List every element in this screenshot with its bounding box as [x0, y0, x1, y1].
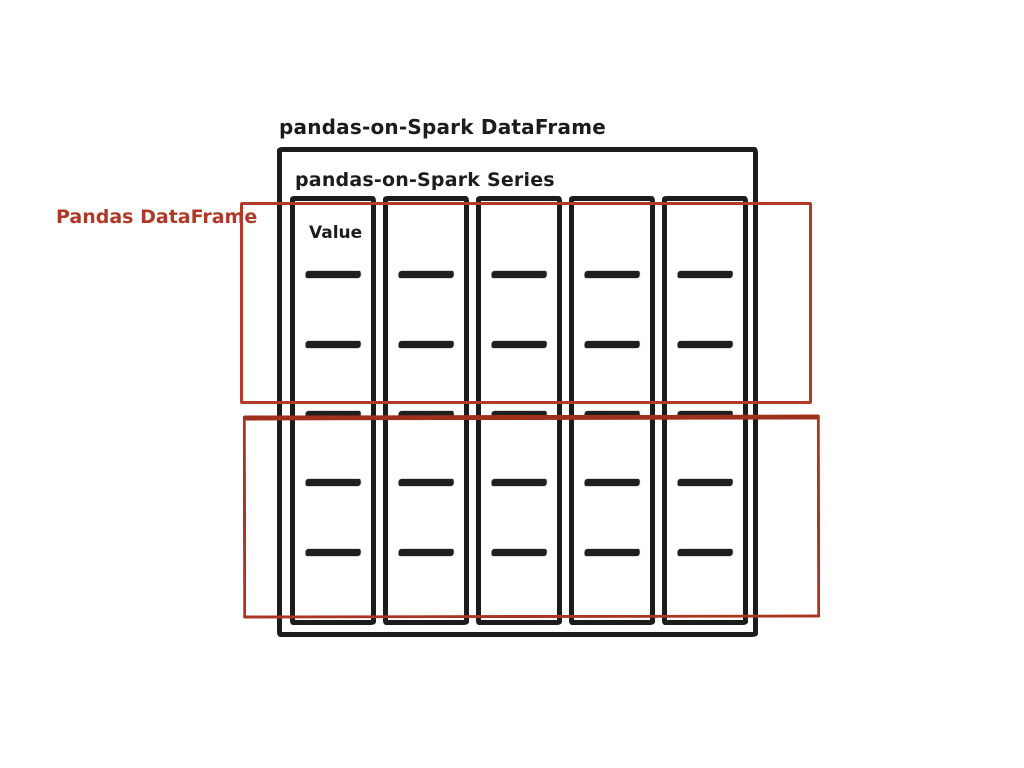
row-mark — [306, 411, 361, 418]
series-column-4 — [569, 196, 655, 625]
row-mark — [585, 341, 640, 348]
row-mark — [492, 479, 547, 486]
row-mark — [678, 411, 733, 418]
row-mark — [585, 411, 640, 418]
row-mark — [306, 271, 361, 278]
value-column-header: Value — [309, 223, 363, 243]
row-mark — [306, 549, 361, 556]
row-mark — [585, 549, 640, 556]
row-mark — [678, 479, 733, 486]
row-mark — [678, 271, 733, 278]
row-mark — [678, 341, 733, 348]
row-mark — [399, 479, 454, 486]
pandas-on-spark-dataframe-title: pandas-on-Spark DataFrame — [279, 115, 606, 139]
pandas-on-spark-series-label: pandas-on-Spark Series — [295, 169, 555, 191]
row-mark — [306, 479, 361, 486]
row-mark — [492, 549, 547, 556]
row-mark — [399, 411, 454, 418]
row-mark — [678, 549, 733, 556]
row-mark — [306, 341, 361, 348]
row-mark — [585, 271, 640, 278]
row-mark — [492, 271, 547, 278]
pandas-dataframe-label: Pandas DataFrame — [56, 206, 258, 228]
row-mark — [399, 271, 454, 278]
row-mark — [399, 549, 454, 556]
series-column-1 — [290, 196, 376, 625]
series-column-2 — [383, 196, 469, 625]
series-column-3 — [476, 196, 562, 625]
row-mark — [585, 479, 640, 486]
row-mark — [492, 341, 547, 348]
row-mark — [399, 341, 454, 348]
row-mark — [492, 411, 547, 418]
series-column-5 — [662, 196, 748, 625]
